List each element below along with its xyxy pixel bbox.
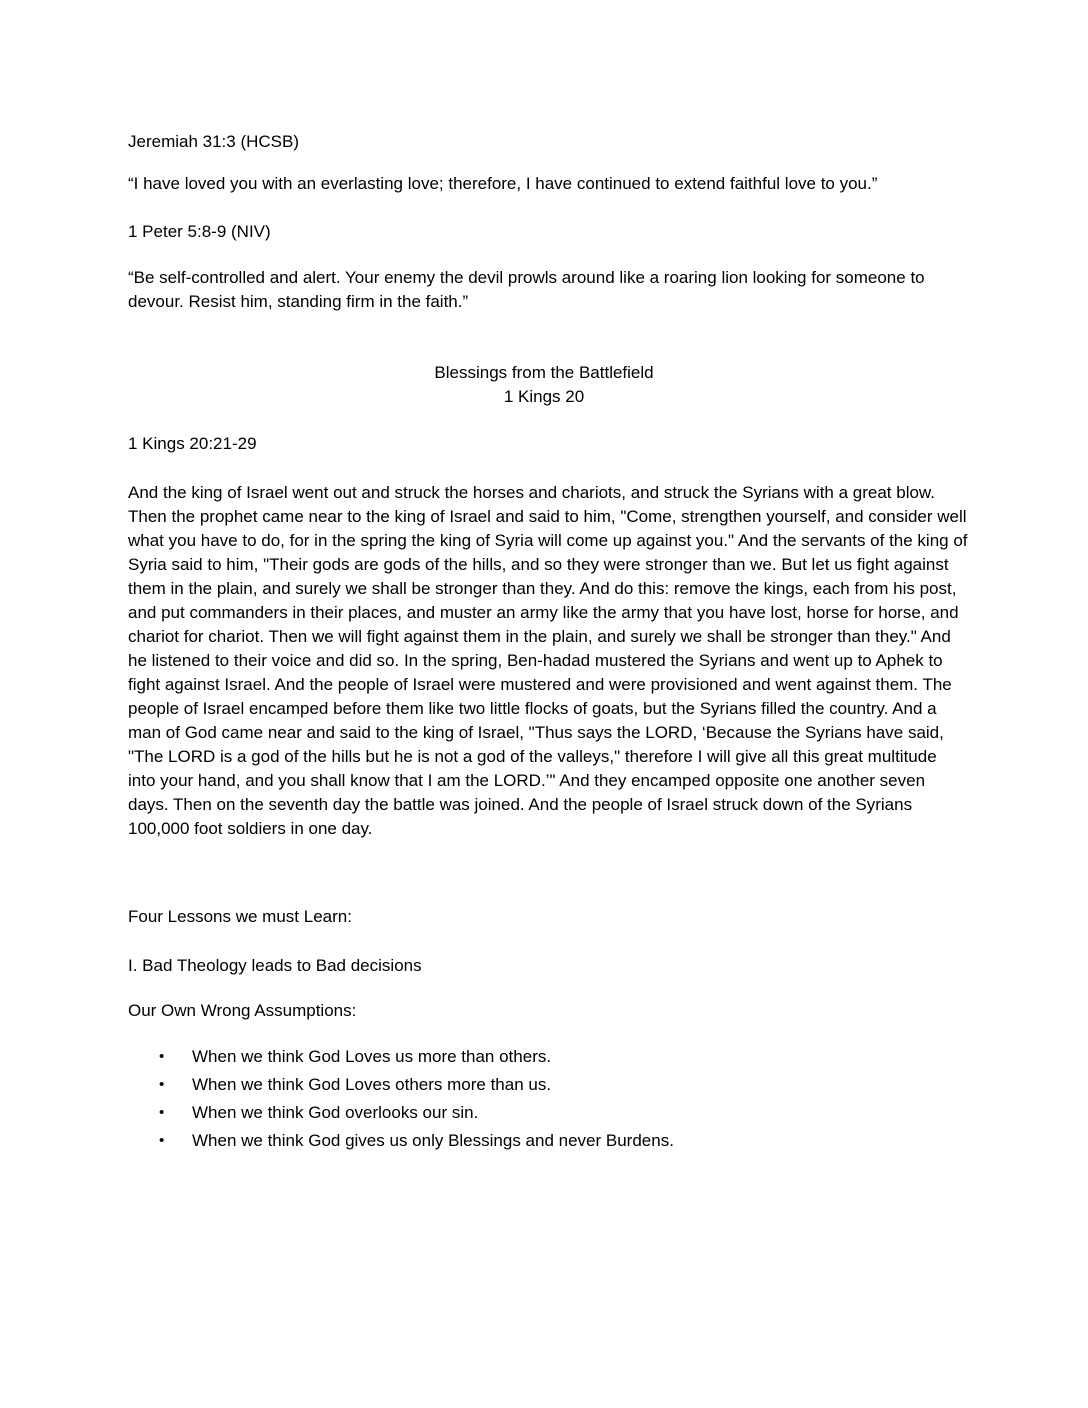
passage-text: And the king of Israel went out and struck the horses and chariots, and struck the Syrians with a great blow. Then the prophet came near to the king of Israel and said to him, "Come, strengthen yourself, and consider well what you have to do, for in the spring the king of Syria will come up against you." And the servants of the king of Syria said to him, "Their gods are gods of the hills, and so they were stronger than we. But let us fight against them in the plain, and surely we shall be stronger than they. And do this: remove the kings, each from his post, and put commanders in their places, and muster an army like the army that you have lost, horse for horse, and chariot for chariot. Then we will fight against them in the plain, and surely we shall be stronger than they." And he listened to their voice and did so. In the spring, Ben-hadad mustered the Syrians and went up to Aphek to fight against Israel. And the people of Israel were mustered and were provisioned and went against them. The people of Israel encamped before them like two little flocks of goats, but the Syrians filled the country. And a man of God came near and said to the king of Israel, "Thus says the LORD, ‘Because the Syrians have said, "The LORD is a god of the hills but he is not a god of the valleys," therefore I will give all this great multitude into your hand, and you shall know that I am the LORD.’" And they encamped opposite one another seven days. Then on the seventh day the battle was joined. And the people of Israel struck down of the Syrians 100,000 foot soldiers in one day. [128, 483, 968, 838]
list-item-text: When we think God gives us only Blessings and never Burdens. [192, 1131, 674, 1150]
list-item [128, 1071, 968, 1099]
list-item-text: When we think God Loves us more than others. [192, 1047, 552, 1066]
lesson-one: I. Bad Theology leads to Bad decisions [128, 956, 422, 975]
bullet-icon: • [159, 1076, 165, 1093]
list-item [128, 1099, 968, 1127]
list-item [128, 1127, 968, 1155]
scripture-reference-jeremiah: Jeremiah 31:3 (HCSB) [128, 132, 300, 151]
list-item-text: When we think God overlooks our sin. [192, 1103, 479, 1122]
scripture-quote-peter: “Be self-controlled and alert. Your enemy the devil prowls around like a roaring lion looking for someone to devour. Resist him, standing firm in the faith.” [128, 268, 925, 311]
bullet-icon: • [159, 1132, 165, 1149]
sermon-title: Blessings from the Battlefield [434, 363, 654, 382]
list-item-text: When we think God Loves others more than us. [192, 1075, 552, 1094]
lessons-heading: Four Lessons we must Learn: [128, 907, 352, 926]
bullet-icon: • [159, 1104, 165, 1121]
scripture-reference-peter: 1 Peter 5:8-9 (NIV) [128, 222, 271, 241]
bullet-icon: • [159, 1048, 165, 1065]
sermon-subtitle: 1 Kings 20 [503, 387, 585, 406]
assumptions-heading: Our Own Wrong Assumptions: [128, 1001, 357, 1020]
list-item [128, 1043, 968, 1071]
assumptions-list [128, 1043, 968, 1155]
scripture-quote-jeremiah: “I have loved you with an everlasting love; therefore, I have continued to extend faithful love to you.” [128, 174, 878, 193]
passage-reference: 1 Kings 20:21-29 [128, 434, 257, 453]
